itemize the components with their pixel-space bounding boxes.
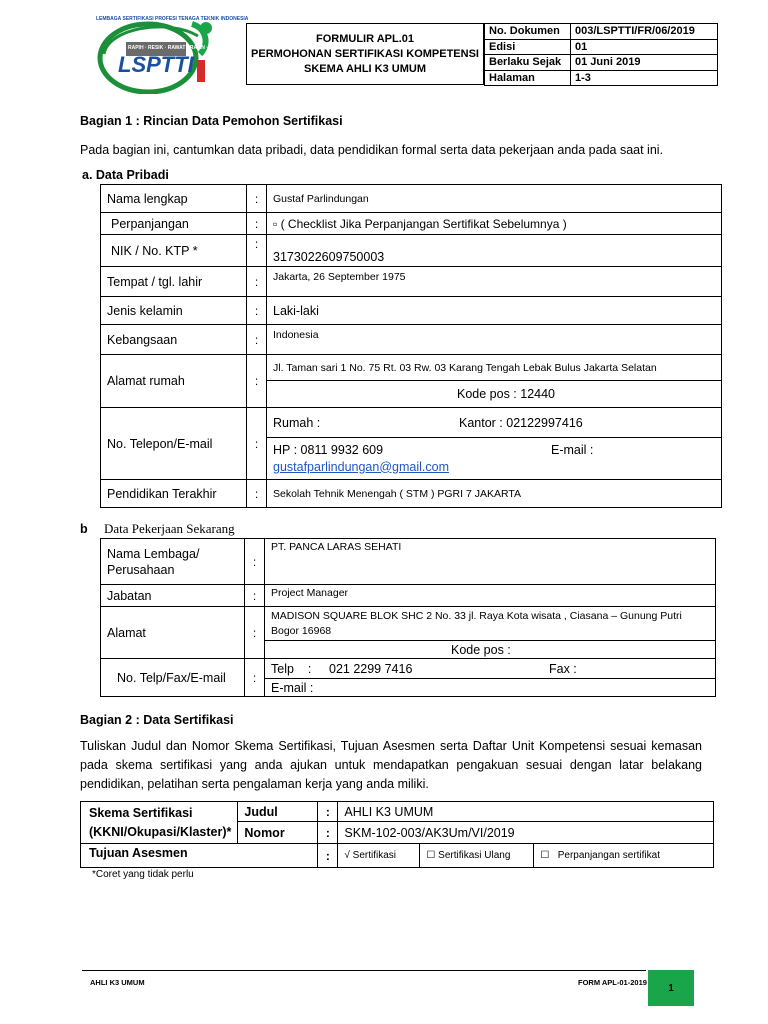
bagian1-intro: Pada bagian ini, cantumkan data pribadi, data pendidikan formal serta data pekerjaan anda pada saat ini. xyxy=(80,143,664,157)
page-number-badge: 1 xyxy=(648,970,694,1006)
value-hp: HP : 0811 9932 609 xyxy=(273,442,384,457)
value-ttl[interactable]: Jakarta, 26 September 1975 xyxy=(267,267,722,297)
row-pendidikan xyxy=(101,480,722,508)
label-pendidikan: Pendidikan Terakhir xyxy=(101,480,247,508)
label-ttl: Tempat / tgl. lahir xyxy=(101,267,247,297)
value-email-kerja[interactable]: E-mail : xyxy=(265,679,716,697)
value-alamat-kerja-1: MADISON SQUARE BLOK SHC 2 No. 33 jl. Raya Kota wisata , Ciasana – Gunung Putri xyxy=(271,609,682,622)
data-pribadi-heading: a. Data Pribadi xyxy=(82,168,169,182)
skema-table xyxy=(80,801,714,868)
value-fax-label: Fax : xyxy=(549,661,577,676)
footer-divider xyxy=(82,970,646,971)
value-kebangsaan[interactable]: Indonesia xyxy=(267,325,722,355)
colon: : xyxy=(245,539,265,585)
logo-arc-text: LEMBAGA SERTIFIKASI PROFESI TENAGA TEKNIK INDONESIA xyxy=(96,16,249,22)
data-pribadi-table xyxy=(100,184,722,508)
meta-row xyxy=(485,70,718,86)
value-nomor[interactable]: SKM-102-003/AK3Um/VI/2019 xyxy=(338,822,714,844)
footer-left: AHLI K3 UMUM xyxy=(90,978,145,987)
label-jabatan: Jabatan xyxy=(101,585,245,607)
value-nik[interactable]: 3173022609750003 xyxy=(267,235,722,267)
label-nama: Nama lengkap xyxy=(101,185,247,213)
colon: : xyxy=(245,585,265,607)
colon: : xyxy=(247,267,267,297)
label-telepon: No. Telepon/E-mail xyxy=(101,408,247,480)
form-title-1: FORMULIR APL.01 xyxy=(316,32,414,45)
colon: : xyxy=(245,607,265,659)
meta-key: Edisi xyxy=(485,39,571,55)
row-alamat xyxy=(101,355,722,381)
bagian2-title: Bagian 2 : Data Sertifikasi xyxy=(80,713,234,727)
pekerjaan-heading: Data Pekerjaan Sekarang xyxy=(104,521,235,536)
value-telepon-rumah-kantor[interactable] xyxy=(267,408,722,438)
colon: : xyxy=(247,355,267,408)
footnote: *Coret yang tidak perlu xyxy=(92,869,194,880)
label-lembaga xyxy=(101,539,245,585)
form-title-3: SKEMA AHLI K3 UMUM xyxy=(303,62,426,75)
meta-row xyxy=(485,55,718,71)
row-ttl xyxy=(101,267,722,297)
value-alamat-kodepos[interactable]: Kode pos : 12440 xyxy=(267,381,722,408)
colon: : xyxy=(247,185,267,213)
meta-key: No. Dokumen xyxy=(485,24,571,40)
meta-value: 01 Juni 2019 xyxy=(571,55,718,71)
form-title-box xyxy=(246,23,484,85)
value-alamat-kerja-kodepos[interactable]: Kode pos : xyxy=(265,641,716,659)
value-alamat-kerja-2: Bogor 16968 xyxy=(271,624,332,637)
label-skema-1: Skema Sertifikasi xyxy=(89,805,193,820)
row-lembaga xyxy=(101,539,716,585)
label-lembaga-1: Nama Lembaga/ xyxy=(107,546,200,561)
bagian1-title: Bagian 1 : Rincian Data Pemohon Sertifikasi xyxy=(80,114,343,128)
row-alamat-kerja xyxy=(101,607,716,641)
logo-text: LSPTTI xyxy=(118,52,194,77)
row-judul xyxy=(81,802,714,822)
option-perpanjangan[interactable]: ☐ Perpanjangan sertifikat xyxy=(534,844,714,868)
value-nama[interactable]: Gustaf Parlindungan xyxy=(267,185,722,213)
colon: : xyxy=(247,213,267,235)
label-nik: NIK / No. KTP * xyxy=(101,235,247,267)
row-kebangsaan xyxy=(101,325,722,355)
label-telp-kerja: No. Telp/Fax/E-mail xyxy=(101,659,245,697)
value-judul[interactable]: AHLI K3 UMUM xyxy=(338,802,714,822)
label-skema xyxy=(81,802,238,844)
label-skema-2: (KKNI/Okupasi/Klaster)* xyxy=(89,824,232,839)
value-telp-label: Telp : xyxy=(271,661,312,676)
row-perpanjangan xyxy=(101,213,722,235)
data-pekerjaan-table xyxy=(100,538,716,697)
meta-value: 003/LSPTTI/FR/06/2019 xyxy=(571,24,718,40)
document-meta-table xyxy=(484,23,718,86)
value-telp-kerja[interactable] xyxy=(265,659,716,679)
colon: : xyxy=(247,297,267,325)
value-email-link[interactable]: gustafparlindungan@gmail.com xyxy=(273,459,449,474)
label-alamat: Alamat rumah xyxy=(101,355,247,408)
option-sertifikasi-ulang[interactable]: ☐ Sertifikasi Ulang xyxy=(420,844,534,868)
label-jk: Jenis kelamin xyxy=(101,297,247,325)
colon: : xyxy=(245,659,265,697)
colon: : xyxy=(247,325,267,355)
value-email-label: E-mail : xyxy=(551,442,594,457)
option-sertifikasi[interactable]: √ Sertifikasi xyxy=(338,844,420,868)
label-kebangsaan: Kebangsaan xyxy=(101,325,247,355)
value-telp-number: 021 2299 7416 xyxy=(329,661,413,676)
colon: : xyxy=(247,235,267,267)
label-nomor: Nomor xyxy=(238,822,318,844)
meta-key: Halaman xyxy=(485,70,571,86)
colon: : xyxy=(247,408,267,480)
pekerjaan-letter: b xyxy=(80,522,88,536)
value-jk[interactable]: Laki-laki xyxy=(267,297,722,325)
row-nama xyxy=(101,185,722,213)
footer-right: FORM APL-01-2019 xyxy=(578,978,647,987)
row-telp-kerja xyxy=(101,659,716,679)
bagian2-intro: Tuliskan Judul dan Nomor Skema Sertifikasi, Tujuan Asesmen serta Daftar Unit Kompetensi sesuai kemasan pada skema sertifikasi yang anda ajukan untuk mendapatkan pengakuan sesuai dengan latar belakang pendidikan, pelatihan serta pengalaman kerja yang anda miliki. xyxy=(80,739,702,791)
colon: : xyxy=(318,802,338,822)
value-hp-email[interactable] xyxy=(267,438,722,480)
meta-row xyxy=(485,39,718,55)
colon: : xyxy=(247,480,267,508)
value-jabatan[interactable]: Project Manager xyxy=(265,585,716,607)
value-kantor: Kantor : 02122997416 xyxy=(459,415,583,430)
value-perpanjangan[interactable]: ▫ ( Checklist Jika Perpanjangan Sertifikat Sebelumnya ) xyxy=(267,213,722,235)
colon: : xyxy=(318,822,338,844)
value-pendidikan[interactable]: Sekolah Tehnik Menengah ( STM ) PGRI 7 JAKARTA xyxy=(267,480,722,508)
row-telepon xyxy=(101,408,722,438)
value-alamat-kerja[interactable] xyxy=(265,607,716,641)
meta-key: Berlaku Sejak xyxy=(485,55,571,71)
value-alamat[interactable]: Jl. Taman sari 1 No. 75 Rt. 03 Rw. 03 Karang Tengah Lebak Bulus Jakarta Selatan xyxy=(267,355,722,381)
form-title-2: PERMOHONAN SERTIFIKASI KOMPETENSI xyxy=(251,47,479,60)
value-lembaga[interactable]: PT. PANCA LARAS SEHATI xyxy=(265,539,716,585)
label-lembaga-2: Perusahaan xyxy=(107,562,175,577)
row-jk xyxy=(101,297,722,325)
label-tujuan: Tujuan Asesmen xyxy=(81,844,318,868)
colon: : xyxy=(318,844,338,868)
label-perpanjangan: Perpanjangan xyxy=(101,213,247,235)
meta-row xyxy=(485,24,718,40)
label-alamat-kerja: Alamat xyxy=(101,607,245,659)
value-rumah: Rumah : xyxy=(273,415,321,430)
logo-motto: RAPIH · RESIK · RAWAT · RAJIN · RINGKAS xyxy=(128,45,233,51)
label-judul: Judul xyxy=(238,802,318,822)
row-tujuan xyxy=(81,844,714,868)
row-nik xyxy=(101,235,722,267)
meta-value: 01 xyxy=(571,39,718,55)
meta-value: 1-3 xyxy=(571,70,718,86)
row-jabatan xyxy=(101,585,716,607)
